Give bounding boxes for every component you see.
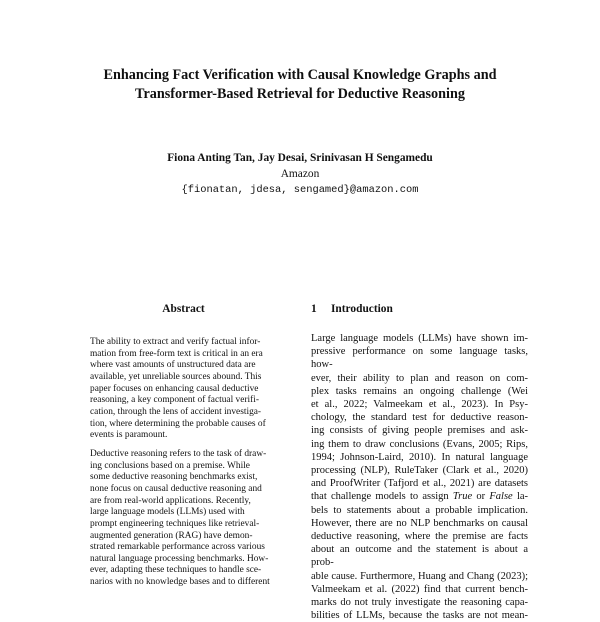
abstract-paragraph: [90, 337, 277, 442]
abstract-line: ever, adapting these techniques to handle sce-: [90, 565, 262, 576]
abstract-line: ing conclusions based on a premise. While: [90, 460, 250, 471]
abstract-line: cation, through the lens of accident investiga-: [90, 406, 262, 417]
intro-line: deductive reasoning, where the premise are facts: [311, 531, 528, 543]
abstract-line: available, yet unreliable sources abound. This: [90, 371, 262, 382]
intro-line: bels to statements about a probable implication.: [311, 504, 528, 516]
abstract-line: some deductive reasoning benchmarks exist,: [90, 472, 258, 483]
intro-line: plex tasks remains an ongoing challenge (Wei: [311, 385, 528, 397]
section-heading-introduction: [311, 302, 561, 316]
intro-line: chology, the standard test for deductive reason-: [311, 412, 528, 424]
emphasis-false: False: [489, 491, 513, 503]
intro-line: ever, their ability to plan and reason on com-: [311, 372, 528, 384]
intro-line: 1994; Johnson-Laird, 2010). In natural language: [311, 451, 528, 463]
abstract-line: are from real-world applications. Recently,: [90, 495, 251, 506]
intro-line: bilities of LLMs, because the tasks are not mean-: [311, 610, 528, 622]
title-line: Transformer-Based Retrieval for Deductive Reasoning: [135, 85, 465, 102]
abstract-line: Deductive reasoning refers to the task of draw-: [90, 448, 267, 459]
abstract-line: paper focuses on enhancing causal deductive: [90, 383, 259, 394]
abstract-line: where vast amounts of unstructured data are: [90, 360, 256, 371]
intro-line: pressive performance on some language tasks, how-: [311, 346, 528, 371]
intro-line: Large language models (LLMs) have shown im-: [311, 333, 528, 344]
intro-line: ing them to draw conclusions (Evans, 2005; Rips,: [311, 438, 528, 450]
intro-line-with-emphasis: [311, 490, 528, 503]
author-list: Fiona Anting Tan, Jay Desai, Srinivasan H Sengamedu: [167, 152, 433, 164]
abstract-line: none focus on causal deductive reasoning and: [90, 483, 262, 494]
abstract-line: tion, where determining the probable causes of: [90, 418, 266, 429]
emphasis-true: True: [452, 491, 473, 503]
title-line: Enhancing Fact Verification with Causal Knowledge Graphs and: [103, 67, 497, 83]
author-emails: {fionatan, jdesa, sengamed}@amazon.com: [181, 184, 419, 196]
intro-text: la-: [516, 491, 529, 503]
abstract-line: prompt engineering techniques like retrieval-: [90, 518, 260, 529]
abstract-line: reasoning, a key component of factual verifi-: [90, 395, 259, 406]
affiliation: Amazon: [280, 168, 320, 180]
intro-text: that challenge models to assign: [311, 491, 449, 503]
introduction-body: [311, 332, 528, 622]
abstract-paragraph: [90, 449, 277, 589]
abstract-line: augmented generation (RAG) have demon-: [90, 530, 253, 541]
abstract-line: events is paramount.: [90, 430, 168, 441]
intro-line: processing (NLP), RuleTaker (Clark et al., 2020): [311, 465, 528, 477]
intro-line: et al., 2022; Valmeekam et al., 2023). In Psy-: [311, 399, 528, 411]
intro-line: Valmeekam et al. (2022) find that current bench-: [311, 583, 528, 595]
intro-line: marks do not truly investigate the reasoning capa-: [311, 597, 528, 609]
abstract-line: natural language processing benchmarks. How-: [90, 553, 269, 564]
section-number: 1: [311, 303, 317, 315]
intro-line: about an outcome and the statement is about a prob-: [311, 544, 528, 569]
abstract-line: strated remarkable performance across various: [90, 542, 265, 553]
abstract-line: mation from free-form text is critical in an era: [90, 348, 263, 359]
intro-line: However, there are no NLP benchmarks on causal: [311, 517, 528, 529]
abstract-body: [90, 337, 277, 589]
abstract-line: The ability to extract and verify factual infor-: [90, 337, 261, 347]
abstract-heading: Abstract: [162, 303, 205, 315]
intro-text: or: [476, 491, 486, 503]
intro-line: ing consists of giving people premises and ask-: [311, 425, 528, 437]
abstract-line: large language models (LLMs) used with: [90, 507, 245, 518]
intro-line: able cause. Furthermore, Huang and Chang (2023);: [311, 570, 528, 582]
intro-line: and ProofWriter (Tafjord et al., 2021) are datasets: [311, 478, 528, 490]
abstract-line: narios with no knowledge bases and to different: [90, 577, 270, 588]
section-title: Introduction: [331, 303, 393, 315]
paper-title: [60, 66, 540, 103]
